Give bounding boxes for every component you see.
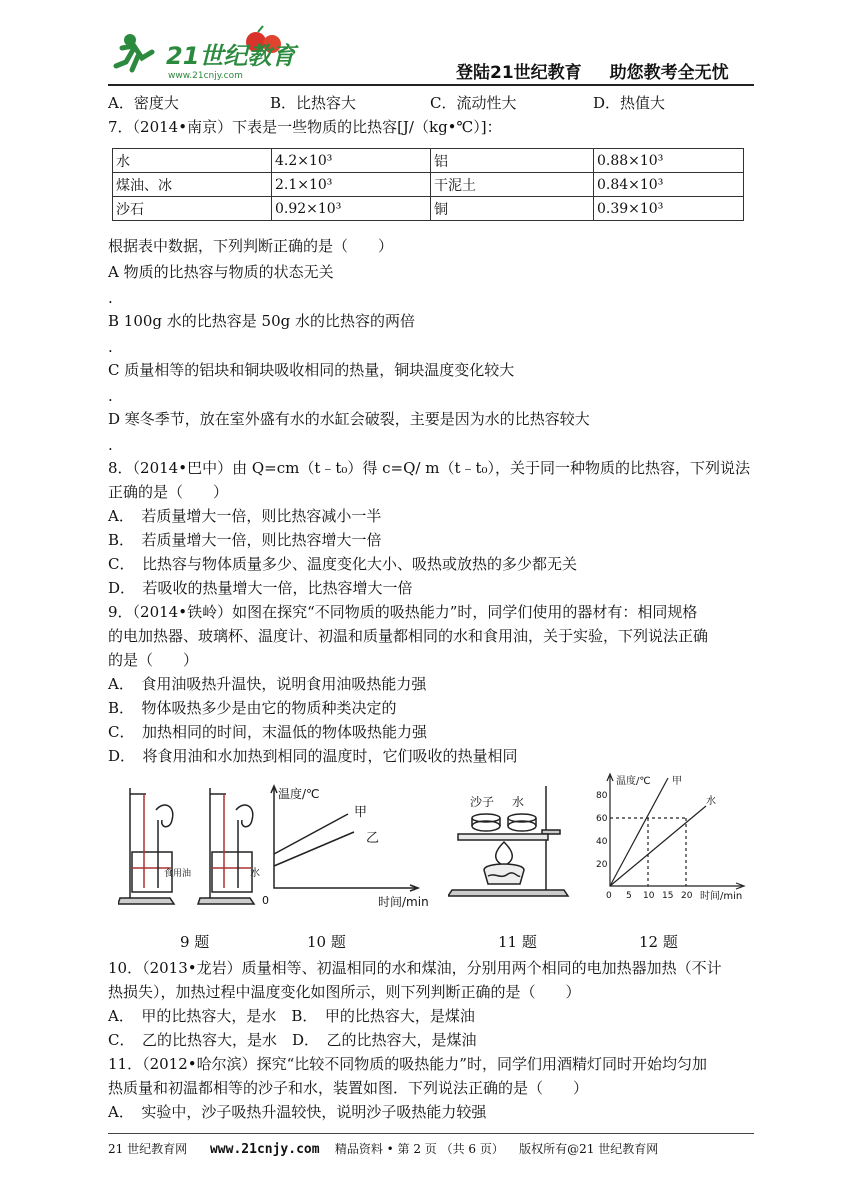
table-cell: 煤油、冰 bbox=[113, 173, 272, 197]
page-footer bbox=[108, 1140, 658, 1157]
table-cell: 0.39×10³ bbox=[594, 197, 744, 221]
alcohol-lamp bbox=[484, 864, 524, 884]
figure-12-graph bbox=[592, 770, 760, 912]
origin-label: 0 bbox=[262, 894, 269, 907]
table-cell: 干泥土 bbox=[431, 173, 594, 197]
table-cell: 0.88×10³ bbox=[594, 149, 744, 173]
x-axis-label: 时间/min bbox=[378, 895, 429, 909]
q9-option-a: A． 食用油吸热升温快，说明食用油吸热能力强 bbox=[108, 675, 427, 693]
axes bbox=[274, 788, 416, 888]
table-row bbox=[113, 149, 744, 173]
q8-option-a: A． 若质量增大一倍，则比热容减小一半 bbox=[108, 507, 382, 525]
figure-9 bbox=[118, 780, 268, 910]
q6-option-d: D．热值大 bbox=[593, 94, 666, 112]
x-tick: 0 bbox=[606, 891, 612, 901]
line-jia-label: 甲 bbox=[354, 805, 368, 820]
footer-copyright: 版权所有@21 世纪教育网 bbox=[519, 1142, 659, 1156]
q6-option-b: B．比热容大 bbox=[270, 94, 357, 112]
table-cell: 0.84×10³ bbox=[594, 173, 744, 197]
q8-option-b: B． 若质量增大一倍，则比热容增大一倍 bbox=[108, 531, 382, 549]
table-cell: 4.2×10³ bbox=[272, 149, 431, 173]
platform bbox=[458, 834, 548, 840]
q6-option-a: A．密度大 bbox=[108, 94, 179, 112]
water-label: 水 bbox=[250, 868, 260, 879]
footer-site-link[interactable]: www.21cnjy.com bbox=[209, 1142, 320, 1157]
site-logo[interactable] bbox=[108, 22, 308, 84]
specific-heat-table bbox=[112, 148, 744, 221]
line-yi bbox=[274, 832, 354, 866]
runner-icon bbox=[116, 34, 152, 70]
q11-line2: 热质量和初温都相等的沙子和水，装置如图．下列说法正确的是（ ） bbox=[108, 1079, 589, 1097]
q6-option-c: C．流动性大 bbox=[430, 94, 517, 112]
x-tick: 10 bbox=[643, 891, 655, 901]
q7-option-dot: . bbox=[108, 338, 113, 356]
q8-line1: 8．（2014•巴中）由 Q=cm（t﹣t₀）得 c=Q/ m（t﹣t₀），关于同一种物质的比热容，下列说法 bbox=[108, 459, 751, 477]
table-cell: 铝 bbox=[431, 149, 594, 173]
q7-option-dot: . bbox=[108, 289, 113, 307]
header-slogan bbox=[456, 58, 729, 83]
y-axis-label: 温度/℃ bbox=[616, 776, 651, 787]
q7-option-c: C 质量相等的铝块和铜块吸收相同的热量，铜块温度变化较大 bbox=[108, 361, 515, 379]
y-tick: 80 bbox=[596, 791, 608, 801]
stand-base bbox=[118, 898, 174, 904]
footer-page-info: 精品资料 • 第 2 页 （共 6 页） bbox=[334, 1142, 504, 1156]
y-axis-label: 温度/℃ bbox=[278, 787, 320, 801]
q8-option-d: D． 若吸收的热量增大一倍，比热容增大一倍 bbox=[108, 579, 413, 597]
figure-caption: 10 题 bbox=[307, 933, 346, 951]
line-jia bbox=[274, 814, 348, 854]
stand-base bbox=[448, 890, 568, 896]
table-row bbox=[113, 197, 744, 221]
x-tick: 5 bbox=[626, 891, 632, 901]
y-tick: 40 bbox=[596, 837, 608, 847]
q7-option-a: A 物质的比热容与物质的状态无关 bbox=[108, 263, 334, 281]
y-tick: 20 bbox=[596, 860, 608, 870]
x-tick: 15 bbox=[662, 891, 674, 901]
q7-option-b: B 100g 水的比热容是 50g 水的比热容的两倍 bbox=[108, 312, 416, 330]
slogan-left: 登陆21世纪教育 bbox=[456, 63, 582, 83]
flame bbox=[496, 842, 513, 866]
table-cell: 沙石 bbox=[113, 197, 272, 221]
q9-line2: 的电加热器、玻璃杯、温度计、初温和质量都相同的水和食用油，关于实验，下列说法正确 bbox=[108, 627, 709, 645]
table-row bbox=[113, 173, 744, 197]
q7-option-dot: . bbox=[108, 387, 113, 405]
q9-line1: 9．（2014•铁岭）如图在探究“不同物质的吸热能力”时，同学们使用的器材有：相同规格 bbox=[108, 603, 698, 621]
y-tick: 60 bbox=[596, 814, 608, 824]
q10-options-cd: C． 乙的比热容大，是水 D． 乙的比热容大，是煤油 bbox=[108, 1031, 477, 1049]
q11-option-a: A． 实验中，沙子吸热升温较快，说明沙子吸热能力较强 bbox=[108, 1103, 487, 1121]
figure-caption: 12 题 bbox=[639, 933, 678, 951]
figure-10-graph bbox=[256, 780, 440, 912]
q11-line1: 11．（2012•哈尔滨）探究“比较不同物质的吸热能力”时，同学们用酒精灯同时开始均匀加 bbox=[108, 1055, 707, 1073]
q10-line1: 10．（2013•龙岩）质量相等、初温相同的水和煤油，分别用两个相同的电加热器加热（不计 bbox=[108, 959, 722, 977]
q9-option-b: B． 物体吸热多少是由它的物质种类决定的 bbox=[108, 699, 397, 717]
table-cell: 水 bbox=[113, 149, 272, 173]
q8-line2: 正确的是（ ） bbox=[108, 483, 229, 501]
q10-options-ab: A． 甲的比热容大，是水 B． 甲的比热容大，是煤油 bbox=[108, 1007, 475, 1025]
oil-label: 食用油 bbox=[164, 869, 192, 879]
logo-text: 21世纪教育 bbox=[166, 42, 296, 70]
sand-label: 沙子 bbox=[470, 795, 495, 809]
slogan-right: 助您教考全无忧 bbox=[609, 63, 729, 83]
header-divider bbox=[108, 84, 754, 86]
line-jia-label: 甲 bbox=[672, 776, 682, 787]
q9-line3: 的是（ ） bbox=[108, 651, 199, 669]
footer-left: 21 世纪教育网 bbox=[108, 1142, 188, 1156]
water-label: 水 bbox=[512, 795, 525, 809]
x-tick: 20 bbox=[681, 891, 693, 901]
footer-divider bbox=[108, 1133, 754, 1134]
q9-option-c: C． 加热相同的时间，末温低的物体吸热能力强 bbox=[108, 723, 427, 741]
q9-option-d: D． 将食用油和水加热到相同的温度时，它们吸收的热量相同 bbox=[108, 747, 518, 765]
line-water-label: 水 bbox=[706, 796, 716, 807]
q7-prompt: 根据表中数据，下列判断正确的是（ ） bbox=[108, 237, 394, 255]
figure-caption: 11 题 bbox=[498, 933, 537, 951]
q8-option-c: C． 比热容与物体质量多少、温度变化大小、吸热或放热的多少都无关 bbox=[108, 555, 577, 573]
q10-line2: 热损失），加热过程中温度变化如图所示，则下列判断正确的是（ ） bbox=[108, 983, 581, 1001]
x-axis-label: 时间/min bbox=[700, 891, 743, 902]
q7-option-d: D 寒冬季节，放在室外盛有水的水缸会破裂，主要是因为水的比热容较大 bbox=[108, 410, 590, 428]
q7-option-dot: . bbox=[108, 436, 113, 454]
table-cell: 铜 bbox=[431, 197, 594, 221]
q7-stem: 7．（2014•南京）下表是一些物质的比热容[J/（kg•℃）]： bbox=[108, 118, 502, 136]
figure-11 bbox=[448, 780, 578, 902]
line-yi-label: 乙 bbox=[366, 831, 380, 846]
table-cell: 0.92×10³ bbox=[272, 197, 431, 221]
line-jia bbox=[610, 778, 668, 886]
logo-url: www.21cnjy.com bbox=[168, 71, 243, 81]
figure-caption: 9 题 bbox=[180, 933, 210, 951]
table-cell: 2.1×10³ bbox=[272, 173, 431, 197]
